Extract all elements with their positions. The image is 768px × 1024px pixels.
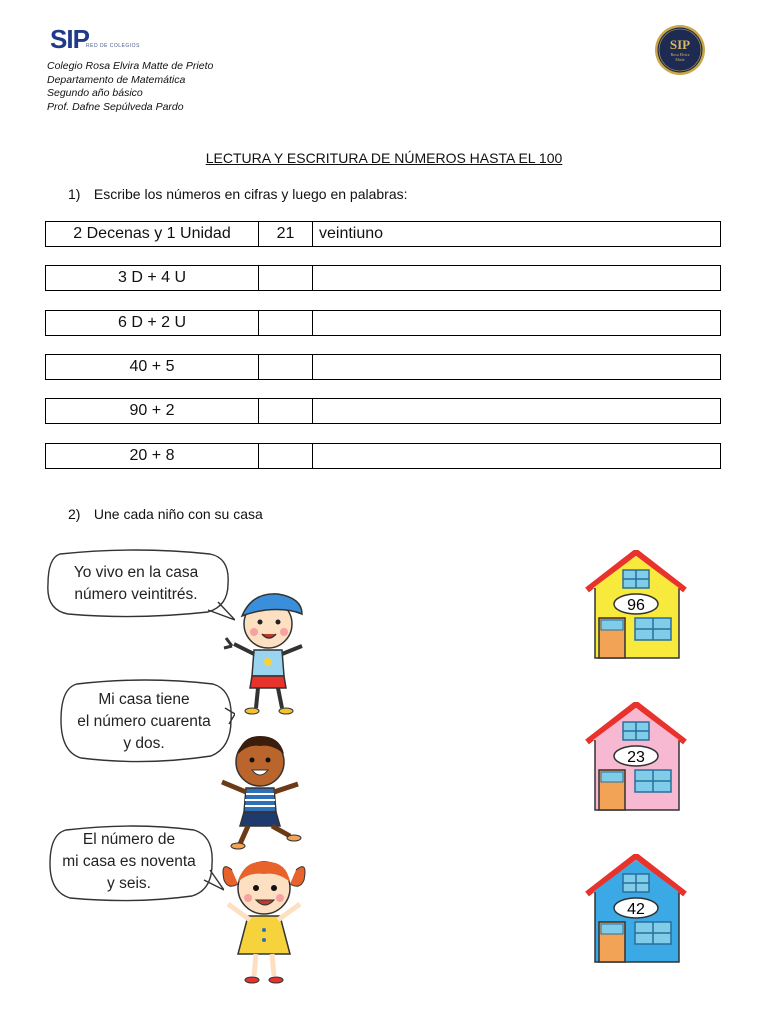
logo-text: SIP	[50, 24, 89, 54]
school-name: Colegio Rosa Elvira Matte de Prieto	[47, 60, 214, 72]
digits-cell[interactable]	[259, 399, 313, 423]
question-2	[68, 506, 263, 522]
bubble-2-line-2: el número cuarenta	[77, 713, 211, 730]
seal-text: SIP	[669, 37, 691, 52]
house-42-icon	[585, 854, 687, 964]
bubble-2-text	[60, 689, 228, 755]
school-seal-icon	[654, 24, 706, 76]
question-1-number: 1)	[68, 186, 81, 202]
house-96-icon	[585, 550, 687, 660]
digits-cell[interactable]	[259, 266, 313, 290]
words-cell[interactable]	[313, 266, 720, 290]
bubble-3-line-1: El número de	[82, 831, 176, 848]
words-cell[interactable]	[313, 355, 720, 379]
digits-cell[interactable]	[259, 444, 313, 468]
grade-name: Segundo año básico	[47, 87, 143, 99]
question-2-number: 2)	[68, 506, 81, 522]
table-row	[45, 443, 721, 469]
page-title	[0, 150, 768, 166]
words-cell[interactable]: veintiuno	[319, 225, 384, 242]
table-row	[45, 310, 721, 336]
teacher-name: Prof. Dafne Sepúlveda Pardo	[47, 100, 184, 113]
house-23-icon	[585, 702, 687, 812]
bubble-3-line-2: mi casa es noventa	[62, 853, 196, 870]
digits-cell[interactable]	[259, 311, 313, 335]
table-row	[45, 221, 721, 247]
table-row	[45, 265, 721, 291]
table-row	[45, 354, 721, 380]
expression-cell: 2 Decenas y 1 Unidad	[46, 222, 259, 246]
bubble-2-line-3: y dos.	[123, 735, 165, 752]
table-row	[45, 398, 721, 424]
question-1	[68, 186, 408, 202]
bubble-1-line-1: Yo vivo en la casa	[73, 564, 199, 581]
expression-cell: 40 + 5	[46, 355, 259, 379]
expression-cell: 6 D + 2 U	[46, 311, 259, 335]
bubble-3-line-3: y seis.	[107, 875, 151, 892]
bubble-1-line-2: número veintitrés.	[74, 586, 198, 603]
bubble-1-text	[52, 562, 220, 606]
department-name: Departamento de Matemática	[47, 73, 186, 86]
digits-cell[interactable]: 21	[259, 222, 313, 246]
expression-cell: 90 + 2	[46, 399, 259, 423]
words-cell[interactable]	[313, 399, 720, 423]
house-number: 23	[627, 749, 645, 766]
girl-with-pigtails-icon	[214, 850, 314, 990]
house-number: 42	[627, 901, 645, 918]
logo-subtext: RED DE COLEGIOS	[86, 43, 140, 49]
expression-cell: 20 + 8	[46, 444, 259, 468]
house-number: 96	[627, 597, 645, 614]
bubble-2-line-1: Mi casa tiene	[98, 691, 190, 708]
question-1-text: Escribe los números en cifras y luego en palabras:	[93, 186, 408, 202]
seal-subtext-2: Matte	[675, 57, 685, 62]
boy-with-cap-icon	[222, 588, 314, 718]
bubble-3-text	[48, 829, 210, 895]
seal-subtext-1: Rosa Elvira	[670, 52, 690, 57]
expression-cell: 3 D + 4 U	[46, 266, 259, 290]
boy-jumping-icon	[210, 722, 310, 850]
sip-logo	[50, 24, 146, 54]
words-cell[interactable]	[313, 311, 720, 335]
header-info	[47, 60, 213, 114]
digits-cell[interactable]	[259, 355, 313, 379]
question-2-text: Une cada niño con su casa	[93, 506, 263, 522]
page-title-text: LECTURA Y ESCRITURA DE NÚMEROS HASTA EL 100	[205, 150, 563, 166]
words-cell[interactable]	[313, 444, 720, 468]
